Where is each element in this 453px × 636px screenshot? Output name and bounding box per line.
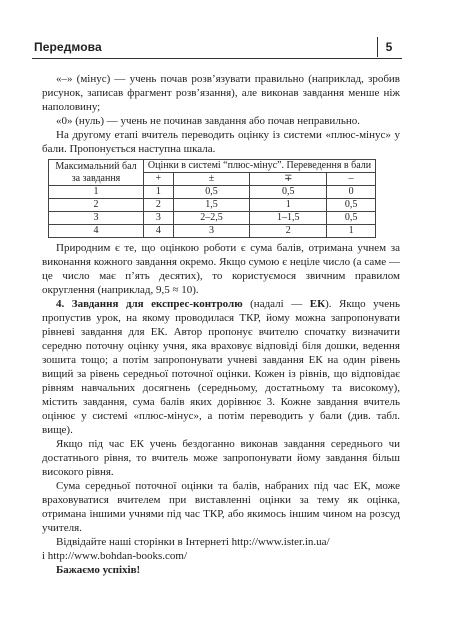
paragraph-higher-level: Якщо під час ЕК учень бездоганно виконав завдання середнього чи достатнього рівня, то вчитель може запропонувати йому завдання більш високого рівня. (42, 438, 400, 478)
table-cell: 1 (250, 199, 327, 212)
express-control-body: ). Якщо учень пропустив урок, на якому проводилася ТКР, йому можна запропонувати рівневі завдання для ЕК. Автор пропонує вчителю спочатку визначити середню поточну оцінку учня, яка враховує відповіді біля дошки, ведення зошита тощо; а потім запропонувати учневі завдання ЕК на один рівень вищий за рівень середньої поточної оцінки. Кожен із рівнів, що відповідає рівням навчальних досягнень (середньому, достатньому та високому), містить завдання, сума балів яких дорівнює 3. Кожне завдання вчитель оцінює у системі «плюс-мінус», а потім переводить у бали (див. табл. вище). (42, 298, 400, 436)
table-cell: 1–1,5 (250, 212, 327, 225)
paragraph-average-sum: Сума середньої поточної оцінки та балів, набраних під час ЕК, може враховуватися вчителем при виставленні оцінки за тему як оцінка, отримана іншими учнями під час ТКР, або якимось іншим чином на розсуд учителя. (42, 480, 400, 534)
symbol-minus: – (327, 173, 376, 186)
table-row (49, 199, 376, 212)
paragraph-scale-intro: На другому етапі вчитель переводить оцінку із системи «плюс-мінус» у бали. Пропонується наступна шкала. (42, 129, 400, 155)
paragraph-websites-line2: і http://www.bohdan-books.com/ (42, 550, 188, 562)
table-row-header: Максимальний бал за завдання (49, 160, 144, 186)
table-cell: 2–2,5 (173, 212, 250, 225)
table-cell: 3 (144, 212, 174, 225)
table-cell: 2 (250, 225, 327, 238)
table-cell: 0,5 (250, 186, 327, 199)
table-cell: 0,5 (327, 199, 376, 212)
header-rule (32, 58, 378, 59)
table-cell: 2 (144, 199, 174, 212)
table-cell: 1 (49, 186, 144, 199)
table-row (49, 225, 376, 238)
paragraph-websites: Відвідайте наші сторінки в Інтернеті http://www.ister.in.ua/ (56, 536, 330, 548)
express-control-heading: 4. Завдання для експрес-контролю (56, 298, 243, 310)
table-group-header: Оцінки в системі “плюс-мінус”. Переведення в бали (144, 160, 376, 173)
table-row (49, 212, 376, 225)
paragraph-sum-rounding: Природним є те, що оцінкою роботи є сума балів, отримана учнем за виконання кожного завдання окремо. Якщо сумою є неціле число (а саме — це число має п’ять десятих), то користуємося звичним правилом округлення (наприклад, 9,5 ≈ 10). (42, 242, 400, 296)
paragraph-express-control (42, 297, 400, 437)
table-cell: 3 (173, 225, 250, 238)
table-cell: 2 (49, 199, 144, 212)
table-cell: 1,5 (173, 199, 250, 212)
table-cell: 4 (144, 225, 174, 238)
table-cell: 0,5 (173, 186, 250, 199)
page-number: 5 (377, 37, 400, 57)
table-row (49, 186, 376, 199)
table-cell: 0 (327, 186, 376, 199)
section-title: Передмова (34, 40, 102, 54)
express-control-mid: (надалі — (242, 298, 310, 310)
closing-text: Бажаємо успіхів! (56, 564, 141, 576)
table-cell: 4 (49, 225, 144, 238)
grading-scale-table (48, 159, 376, 238)
paragraph-minus-definition: «–» (мінус) — учень почав розв’язувати правильно (наприклад, зробив рисунок, записав фрагмент розв’язання), але виконав завдання менше ніж наполовину; (42, 73, 400, 113)
page-body (42, 72, 400, 577)
symbol-minus-plus: ∓ (250, 173, 327, 186)
symbol-plus: + (144, 173, 174, 186)
page-header (32, 40, 402, 58)
header-rule-right (378, 58, 402, 59)
closing-wish (42, 563, 400, 577)
table-cell: 0,5 (327, 212, 376, 225)
paragraph-zero-definition: «0» (нуль) — учень не починав завдання або почав неправильно. (56, 115, 360, 127)
table-cell: 3 (49, 212, 144, 225)
table-cell: 1 (144, 186, 174, 199)
express-control-abbr: ЕК (309, 298, 326, 310)
table-cell: 1 (327, 225, 376, 238)
symbol-plus-minus: ± (173, 173, 250, 186)
